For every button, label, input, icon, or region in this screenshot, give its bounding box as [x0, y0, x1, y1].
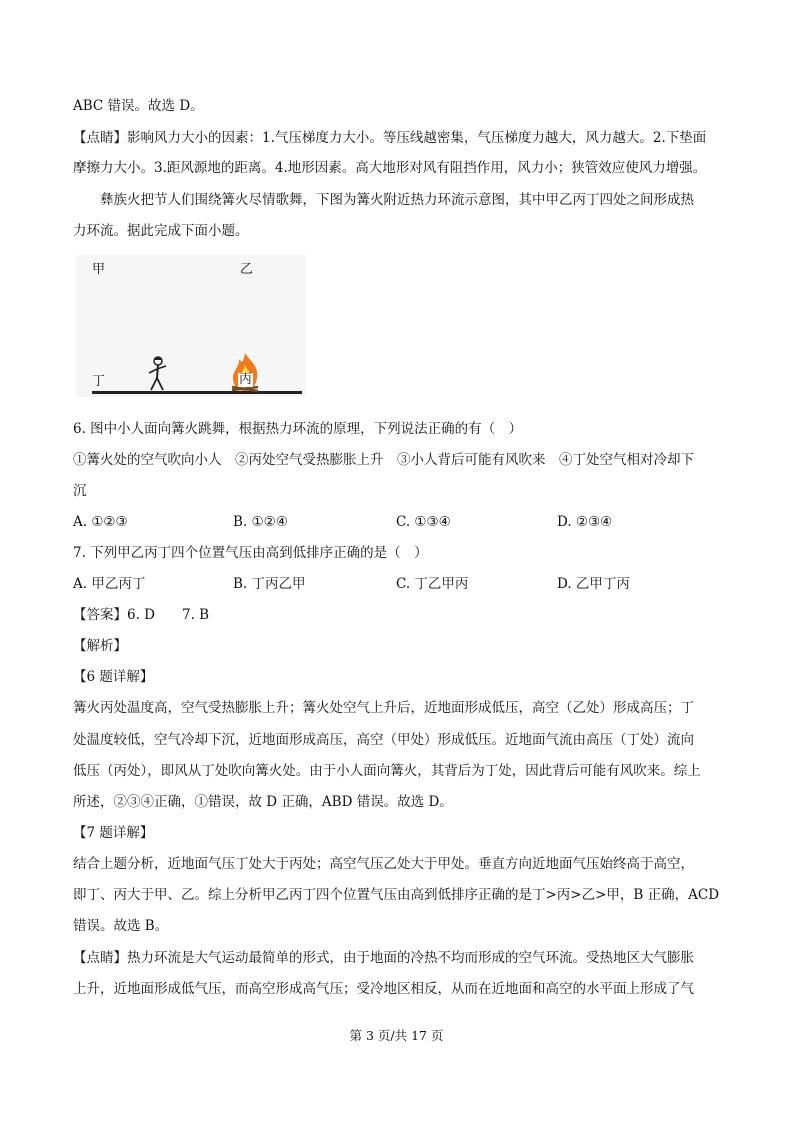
dancer-icon — [146, 355, 170, 393]
question-intro: 力环流。据此完成下面小题。 — [73, 223, 249, 239]
text-line: 低压（丙处），即风从丁处吹向篝火处。由于小人面向篝火，其背后为丁处，因此背后可能有风吹来。综上 — [73, 763, 701, 779]
q6-option-b: B. ①②④ — [233, 514, 288, 530]
q6-option-a: A. ①②③ — [73, 514, 128, 530]
q7-option-c: C. 丁乙甲丙 — [396, 576, 469, 592]
q6-option-c: C. ①③④ — [396, 514, 451, 530]
q7-detail-heading: 【7 题详解】 — [73, 825, 154, 841]
text-line: 即丁、丙大于甲、乙。综上分析甲乙丙丁四个位置气压由高到低排序正确的是丁>丙>乙>甲，B 正确，ACD — [73, 887, 720, 903]
page-footer: 第 3 页/共 17 页 — [349, 1028, 444, 1043]
label-yi: 乙 — [240, 262, 254, 277]
answer-line — [73, 605, 209, 625]
question-7: 7. 下列甲乙丙丁四个位置气压由高到低排序正确的是（ ） — [73, 545, 428, 561]
text-line: 处温度较低，空气冷却下沉，近地面形成高压，高空（甲处）形成低压。近地面气流由高压（丁处）流向 — [73, 732, 694, 748]
text-line: ABC 错误。故选 D。 — [73, 98, 204, 114]
analysis-heading: 【解析】 — [73, 638, 127, 654]
text-line: 错误。故选 B。 — [73, 918, 169, 934]
answer-text: 6. D 7. B — [127, 607, 210, 623]
q6-detail-heading: 【6 题详解】 — [73, 669, 154, 685]
text-line: 摩擦力大小。3.距风源地的距离。4.地形因素。高大地形对风有阻挡作用，风力小；狭管效应使风力增强。 — [73, 160, 707, 176]
question-6-statements: 沉 — [73, 483, 87, 499]
answer-tag: 【答案】 — [73, 607, 127, 623]
q6-option-d: D. ②③④ — [557, 514, 613, 530]
label-jia: 甲 — [92, 262, 106, 277]
label-bing: 丙 — [239, 372, 253, 387]
text-line: 所述，②③④正确，①错误，故 D 正确，ABD 错误。故选 D。 — [73, 794, 453, 810]
q7-option-a: A. 甲乙丙丁 — [73, 576, 146, 592]
text-line: 【点睛】热力环流是大气运动最简单的形式，由于地面的冷热不均而形成的空气环流。受热地区大气膨胀 — [73, 950, 694, 966]
question-6: 6. 图中小人面向篝火跳舞，根据热力环流的原理，下列说法正确的有（ ） — [73, 421, 523, 437]
label-ding: 丁 — [92, 374, 106, 389]
q7-option-d: D. 乙甲丁丙 — [557, 576, 630, 592]
text-line: 上升，近地面形成低气压，而高空形成高气压；受冷地区相反，从而在近地面和高空的水平面上形成了气 — [73, 981, 694, 997]
text-line: 结合上题分析，近地面气压丁处大于丙处；高空气压乙处大于甲处。垂直方向近地面气压始终高于高空， — [73, 856, 694, 872]
question-6-statements: ①篝火处的空气吹向小人 ②丙处空气受热膨胀上升 ③小人背后可能有风吹来 ④丁处空气相对冷却下 — [73, 452, 694, 468]
ground-line — [92, 391, 302, 394]
q7-option-b: B. 丁丙乙甲 — [233, 576, 306, 592]
text-line: 【点睛】影响风力大小的因素：1.气压梯度力大小。等压线越密集，气压梯度力越大，风力越大。2.下垫面 — [73, 130, 707, 146]
text-line: 篝火丙处温度高，空气受热膨胀上升；篝火处空气上升后，近地面形成低压，高空（乙处）形成高压；丁 — [73, 700, 694, 716]
thermal-circulation-figure — [76, 255, 306, 397]
question-intro: 彝族火把节人们围绕篝火尽情歌舞，下图为篝火附近热力环流示意图，其中甲乙丙丁四处之间形成热 — [100, 192, 694, 208]
